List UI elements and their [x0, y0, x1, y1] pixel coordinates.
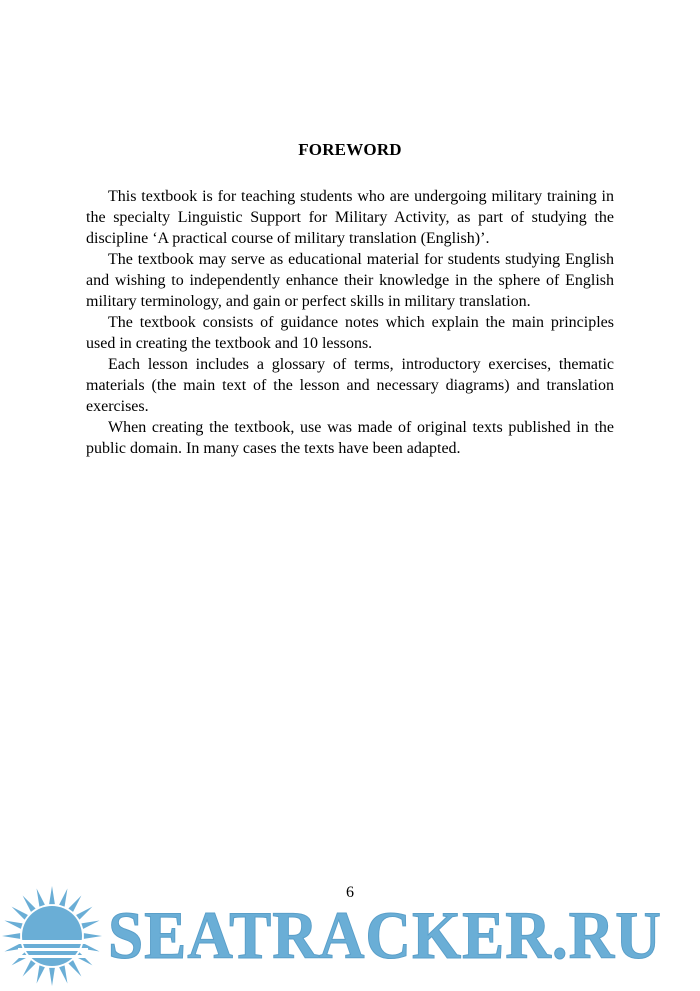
paragraph-5: When creating the textbook, use was made of original texts published in the public domain. In many cases the texts have been adapted.: [86, 419, 614, 457]
sun-ray: [68, 896, 81, 912]
paragraph-2: The textbook may serve as educational material for students studying English and wishing to independently enhance their knowledge in the sphere of English military terminology, and gain or perfect skills in military translation.: [86, 251, 614, 310]
sun-ray: [23, 960, 36, 976]
sun-icon: [0, 880, 120, 991]
sun-ray: [12, 952, 28, 965]
page-number: 6: [346, 884, 354, 901]
sun-ray: [2, 933, 20, 939]
paragraph-1: This textbook is for teaching students who are undergoing military training in the specialty Linguistic Support for Military Activity, as part of studying the discipline ‘A practical course of military translation (English)’.: [86, 188, 614, 247]
sun-ray: [49, 968, 55, 986]
watermark-text: SEATRACKER.RU: [108, 897, 662, 973]
sun-ray: [59, 965, 67, 983]
sun-ray: [37, 965, 45, 983]
page-title: FOREWORD: [298, 140, 402, 159]
sun-ray: [76, 907, 92, 920]
sun-ray: [81, 921, 99, 929]
sun-ray: [84, 933, 102, 939]
sun-ray: [12, 907, 28, 920]
sun-ray: [76, 952, 92, 965]
body-text: [86, 186, 614, 459]
paragraph-4: Each lesson includes a glossary of terms, introductory exercises, thematic materials (the main text of the lesson and necessary diagrams) and translation exercises.: [86, 356, 614, 415]
sun-ray: [49, 886, 55, 904]
paragraph-3: The textbook consists of guidance notes which explain the main principles used in creating the textbook and 10 lessons.: [86, 314, 614, 352]
sun-ray: [68, 960, 81, 976]
sun-ray: [59, 888, 67, 906]
sun-ray: [23, 896, 36, 912]
sun-ray: [37, 888, 45, 906]
sun-ray: [4, 921, 22, 929]
